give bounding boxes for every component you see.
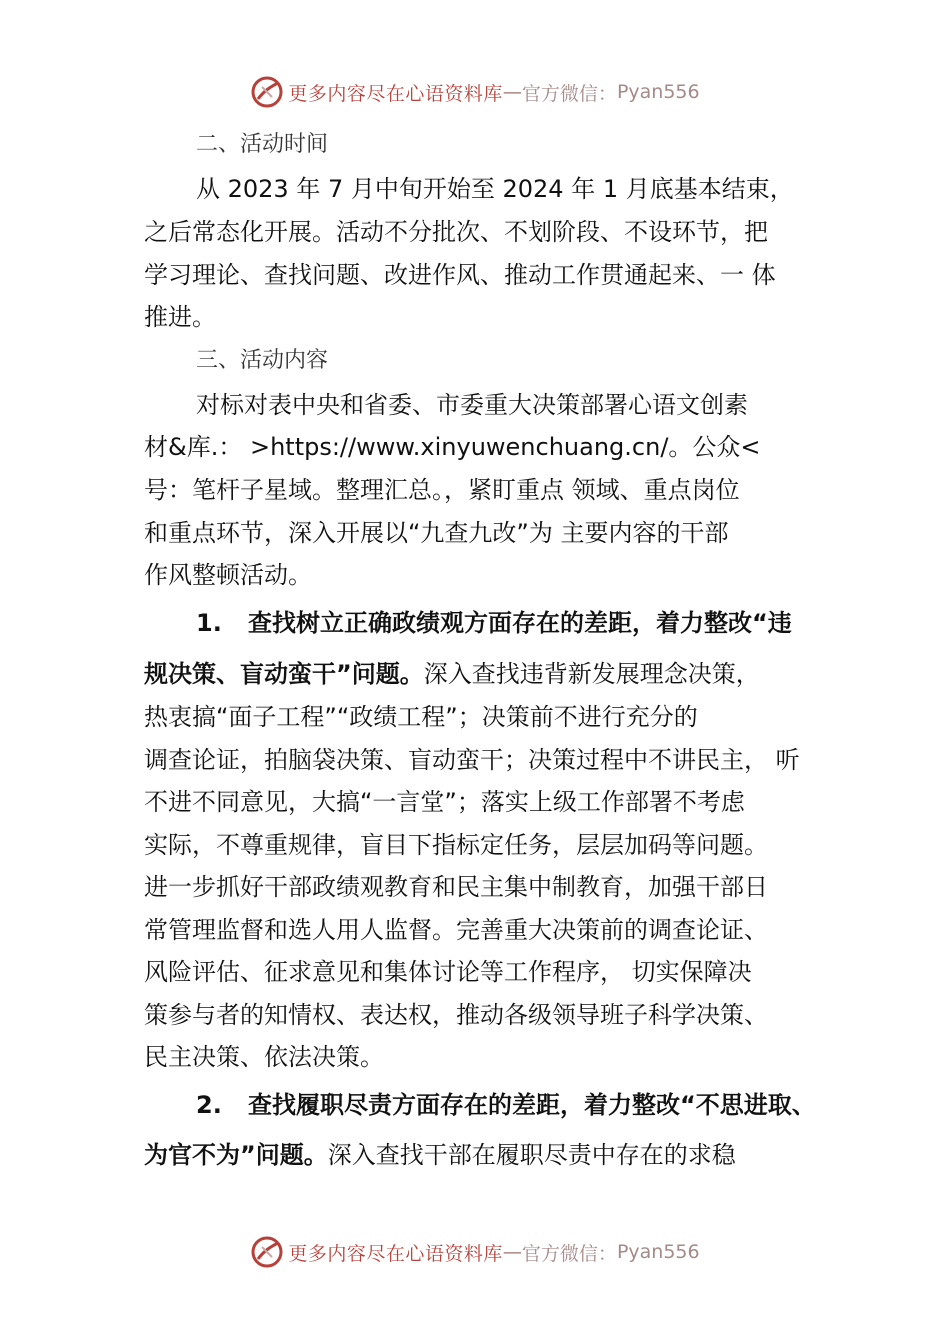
logo-icon — [250, 75, 284, 109]
banner-wechat-id: Pyan556 — [616, 81, 700, 103]
paragraph-line: 从 2023 年 7 月中旬开始至 2024 年 1 月底基本结束， — [196, 175, 794, 203]
paragraph-line: 之后常态化开展。活动不分批次、不划阶段、不设环节，把 — [144, 218, 768, 246]
paragraph-line: 作风整顿活动。 — [144, 561, 312, 589]
paragraph-line: 不进不同意见，大搞“一言堂”；落实上级工作部署不考虑 — [144, 788, 745, 816]
paragraph-line: 策参与者的知情权、表达权，推动各级领导班子科学决策、 — [144, 1001, 768, 1029]
paragraph-line: 号：笔杆子星域。整理汇总。，紧盯重点 领域、重点岗位 — [144, 476, 740, 504]
item-1-title-continued — [144, 659, 760, 689]
paragraph-line: 推进。 — [144, 303, 216, 331]
item-2-title-end: 为官不为”问题。 — [144, 1141, 328, 1169]
paragraph-line: 材&库.： >https://www.xinyuwenchuang.cn/。公众< — [144, 433, 761, 461]
header-banner — [0, 72, 950, 112]
item-2-body-start: 深入查找干部在履职尽责中存在的求稳 — [327, 1141, 736, 1169]
item-2-title — [196, 1090, 816, 1120]
paragraph-line: 学习理论、查找问题、改进作风、推动工作贯通起来、一 体 — [144, 261, 776, 289]
banner-text: 更多内容尽在心语资料库 — [288, 82, 503, 105]
item-1-title — [196, 608, 792, 638]
paragraph-line: 进一步抓好干部政绩观教育和民主集中制教育，加强干部日 — [144, 873, 768, 901]
banner-text: 更多内容尽在心语资料库 — [288, 1242, 503, 1265]
item-1-number: 1. — [196, 609, 222, 637]
paragraph-line: 民主决策、依法决策。 — [144, 1043, 384, 1071]
section-heading-time: 二、活动时间 — [196, 132, 329, 157]
logo-icon — [250, 1235, 284, 1269]
paragraph-line: 常管理监督和选人用人监督。完善重大决策前的调查论证、 — [144, 916, 768, 944]
item-1-title-text: 查找树立正确政绩观方面存在的差距，着力整改“违 — [248, 609, 792, 637]
paragraph-line: 风险评估、征求意见和集体讨论等工作程序， 切实保障决 — [144, 958, 752, 986]
footer-banner — [0, 1232, 950, 1272]
section-heading-content: 三、活动内容 — [196, 348, 329, 373]
paragraph-line: 实际，不尊重规律，盲目下指标定任务，层层加码等问题。 — [144, 831, 768, 859]
paragraph-line: 和重点环节，深入开展以“九查九改”为 主要内容的干部 — [144, 519, 729, 547]
item-1-title-end: 规决策、盲动蛮干”问题。 — [144, 660, 424, 688]
item-2-number: 2. — [196, 1091, 222, 1119]
paragraph-line: 热衷搞“面子工程”“政绩工程”；决策前不进行充分的 — [144, 703, 698, 731]
paragraph-line: 调查论证，拍脑袋决策、盲动蛮干；决策过程中不讲民主， 听 — [144, 746, 800, 774]
item-2-title-continued — [144, 1140, 736, 1170]
banner-wechat-id: Pyan556 — [616, 1241, 700, 1263]
item-1-body-start: 深入查找违背新发展理念决策， — [423, 660, 760, 688]
item-2-title-text: 查找履职尽责方面存在的差距，着力整改“不思进取、 — [248, 1091, 816, 1119]
banner-separator: — — [502, 1241, 522, 1263]
banner-wechat-label: 官方微信： — [521, 1242, 617, 1265]
banner-separator: — — [502, 81, 522, 103]
banner-wechat-label: 官方微信： — [521, 82, 617, 105]
paragraph-line: 对标对表中央和省委、市委重大决策部署心语文创素 — [196, 391, 748, 419]
